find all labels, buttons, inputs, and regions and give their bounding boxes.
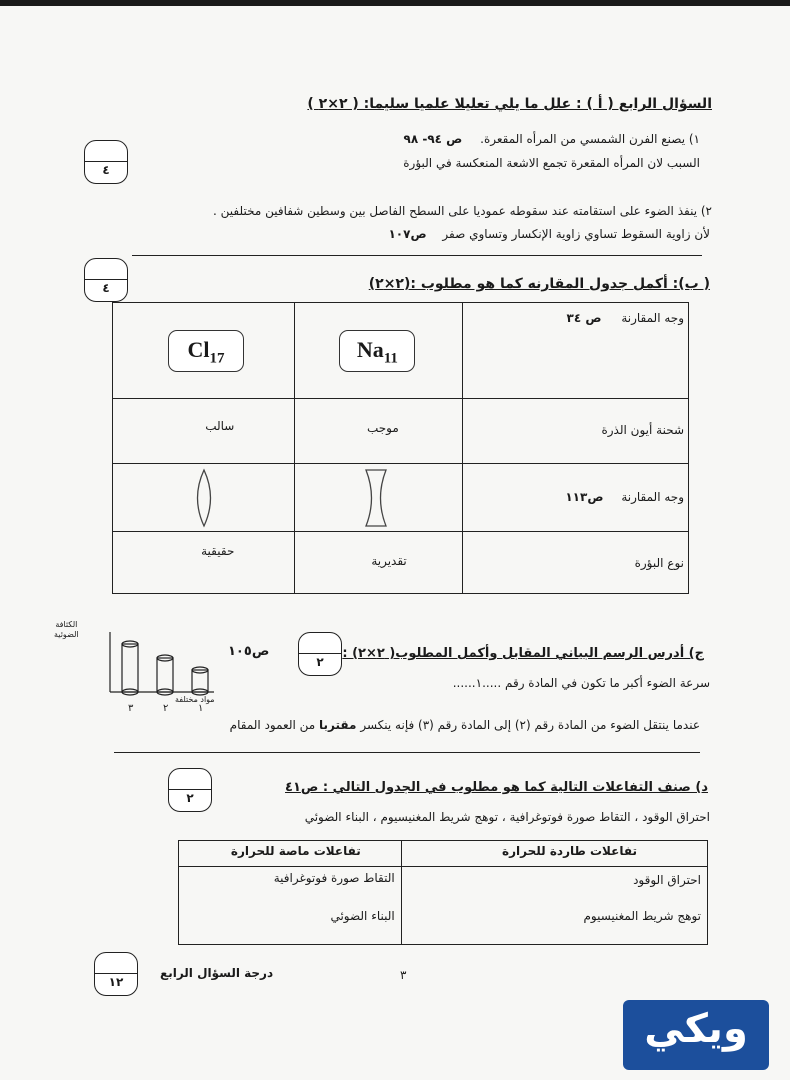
- divider-1: [132, 255, 702, 256]
- part-c-title: ج) أدرس الرسم البياني المقابل وأكمل المطلوب( ٢×٢) :: [342, 646, 704, 661]
- score-box-d: ٢: [168, 768, 212, 812]
- score-box-a2: ٤: [84, 258, 128, 302]
- cl-element-box: [168, 330, 244, 372]
- part-c-line2: عندما ينتقل الضوء من المادة رقم (٢) إلى المادة رقم (٣) فإنه ينكسر مقتربا من العمود المقام: [229, 718, 700, 732]
- part-a-title: السؤال الرابع ( أ ) : علل ما يلي تعليلا علميا سليما: ( ٢×٢ ): [307, 96, 712, 112]
- score-box-total: ١٢: [94, 952, 138, 996]
- exo-item-1: احتراق الوقود: [633, 873, 701, 887]
- row2-cl: سالب: [205, 419, 235, 433]
- score-box-c: ٢: [298, 632, 342, 676]
- exo-item-2: توهج شريط المغنيسيوم: [583, 909, 701, 923]
- item2-answer: لأن زاوية السقوط تساوي زاوية الإنكسار وتساوي صفر ص١٠٧: [388, 227, 710, 241]
- row3-label: وجه المقارنة ص١١٣: [565, 490, 684, 504]
- row1-label: وجه المقارنة ص ٣٤: [566, 311, 684, 325]
- wiki-logo: ويكي: [623, 1000, 769, 1070]
- item2-question: ٢) ينفذ الضوء على استقامته عند سقوطه عموديا على السطح الفاصل بين وسطين شفافين مختلفين .: [213, 204, 712, 218]
- score-box-a1: ٤: [84, 140, 128, 184]
- na-number: 11: [383, 350, 398, 367]
- graph-x-label: مواد مختلفة: [175, 695, 215, 704]
- na-symbol: Na: [356, 337, 384, 362]
- graph-tick-3: ٣: [128, 703, 134, 714]
- row2-na: موجب: [366, 421, 399, 435]
- divider-2: [114, 752, 700, 753]
- item1-question: ١) يصنع الفرن الشمسي من المرأه المقعرة. ص ٩٤- ٩٨: [403, 132, 700, 146]
- endo-item-2: البناء الضوئي: [330, 909, 395, 923]
- comparison-table: [112, 302, 689, 594]
- graph-tick-2: ٢: [163, 703, 169, 714]
- row2-label: شحنة أيون الذرة: [601, 423, 684, 437]
- cl-number: 17: [209, 350, 225, 367]
- endo-item-1: التقاط صورة فوتوغرافية: [273, 871, 395, 885]
- na-element-box: [339, 330, 415, 372]
- page-number: ٣: [400, 968, 407, 982]
- row4-convex: حقيقية: [201, 544, 235, 558]
- graph-y-label: الكثافة الضوئية: [54, 620, 79, 639]
- concave-lens-icon: [363, 468, 389, 528]
- part-c-line1: سرعة الضوء أكبر ما تكون في المادة رقم .....١......: [452, 676, 710, 690]
- part-c-ref: ص١٠٥: [228, 644, 270, 659]
- exam-page: [0, 6, 790, 1080]
- part-d-items: احتراق الوقود ، التقاط صورة فوتوغرافية ، توهج شريط المغنيسيوم ، البناء الضوئي: [304, 810, 710, 824]
- row4-concave: تقديرية: [371, 554, 407, 568]
- col-exo-header: تفاعلات طاردة للحرارة: [502, 844, 637, 858]
- total-label: درجة السؤال الرابع: [160, 966, 274, 980]
- row4-label: نوع البؤرة: [634, 556, 684, 570]
- part-d-title: د) صنف التفاعلات التالية كما هو مطلوب في الجدول التالي : ص٤١: [285, 780, 708, 795]
- col-endo-header: تفاعلات ماصة للحرارة: [230, 844, 361, 858]
- graph-tick-1: ١: [198, 703, 204, 714]
- part-b-title: ( ب): أكمل جدول المقارنه كما هو مطلوب :(٢×٢): [368, 276, 710, 292]
- cl-symbol: Cl: [187, 337, 210, 362]
- reactions-table: [178, 840, 708, 945]
- item1-answer: السبب لان المرأه المقعرة تجمع الاشعة المنعكسة في البؤرة: [403, 156, 700, 170]
- convex-lens-icon: [191, 468, 217, 528]
